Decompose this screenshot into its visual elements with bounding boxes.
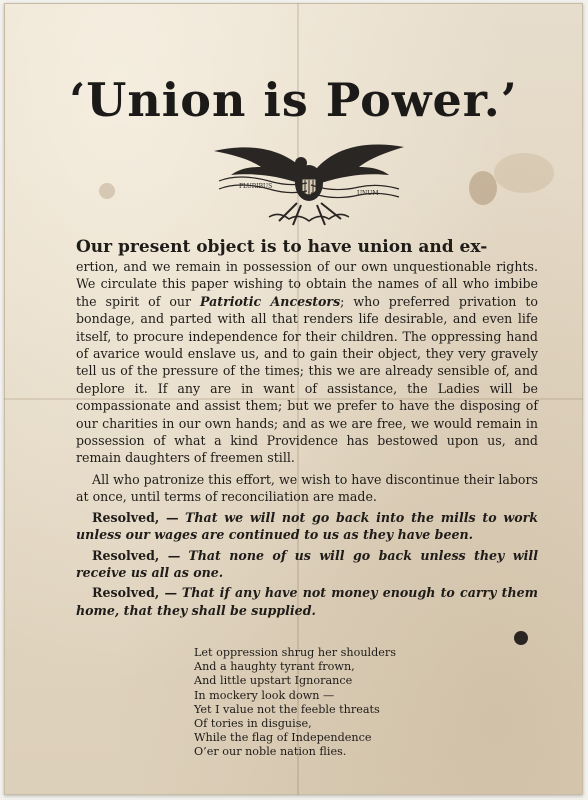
resolution-text: That none of us will go back unless they will receive us all as one. <box>76 547 538 580</box>
resolution-text: That we will not go back into the mills to work unless our wages are continued to us as they have been. <box>76 509 538 543</box>
ink-blot <box>514 631 528 645</box>
stain-mark <box>99 183 115 199</box>
eagle-emblem-icon <box>209 133 409 229</box>
resolution-2 <box>76 547 538 582</box>
resolution-3 <box>76 584 538 619</box>
poem-line: While the flag of Independence <box>194 731 372 745</box>
resolution-1 <box>76 509 538 544</box>
resolution-text: That if any have not money enough to carry them home, that they shall be supplied. <box>76 585 538 618</box>
paragraph-1-part-a: ertion, and we remain in possession of our own unquestionable rights. We circulate this paper wishing to obtain the names of all who imbibe the spirit of our <box>76 259 538 309</box>
poem-line: In mockery look down — <box>194 688 335 702</box>
stain-mark <box>469 171 497 205</box>
banner-text-left: PLURIBUS <box>239 183 273 190</box>
poem-line: Yet I value not the feeble threats <box>194 702 380 716</box>
poem-line: Of tories in disguise, <box>194 717 312 731</box>
broadside-body <box>76 236 538 619</box>
paragraph-2: All who patronize this effort, we wish to have discontinue their labors at once, until terms of reconciliation are made. <box>76 471 538 505</box>
poem-line: Let oppression shrug her shoulders <box>194 646 396 659</box>
poem-line: And little upstart Ignorance <box>194 674 353 688</box>
banner-text-right: UNUM <box>357 190 379 197</box>
lead-line: Our present object is to have union and ex- <box>76 237 488 257</box>
paragraph-1 <box>76 258 538 467</box>
broadside-title: ‘Union is Power.’ <box>69 73 518 127</box>
paragraph-1-part-b: ; who preferred privation to bondage, and parted with all that renders life desirable, and even life itself, to procure independence for their children. The oppressing hand of avarice would enslave us, and to gain their object, they very gravely tell us of the pressure of the times; this we are already sensible of, and deplore it. If any are in want of assistance, the Ladies will be compassionate and assist them; but we prefer to have the disposing of our charities in our own hands; and as we are free, we would remain in possession of what a kind Providence has bestowed upon us, and remain daughters of freemen still. <box>76 293 538 466</box>
poem-line: O’er our noble nation flies. <box>194 745 347 759</box>
resolution-label: Resolved, — <box>92 509 179 525</box>
broadside-sheet <box>4 3 583 795</box>
poem-line: And a haughty tyrant frown, <box>194 660 355 674</box>
resolution-label: Resolved, — <box>92 585 178 601</box>
resolution-label: Resolved, — <box>92 547 181 563</box>
closing-poem <box>194 646 494 760</box>
stain-mark <box>494 153 554 193</box>
patriotic-ancestors-emphasis: Patriotic Ancestors <box>200 293 341 309</box>
